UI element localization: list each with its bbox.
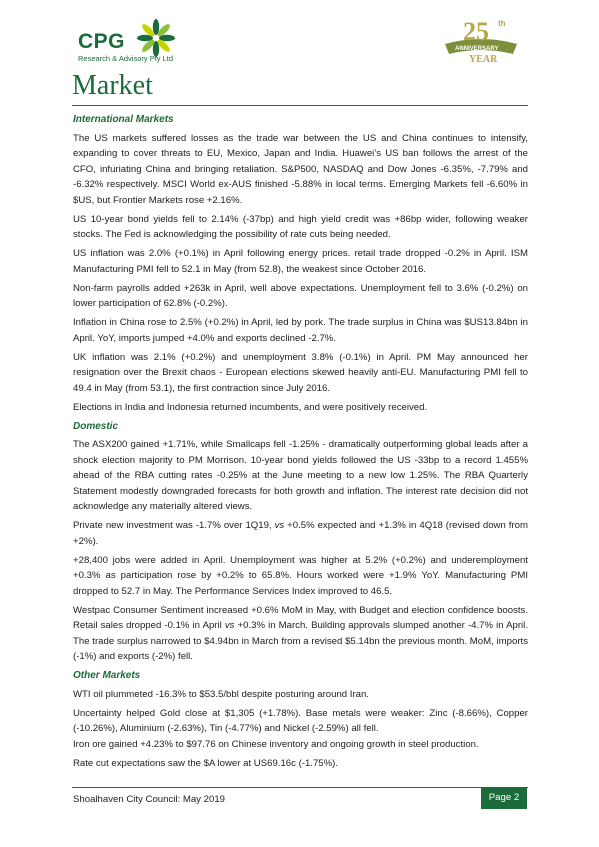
international-paragraph: Elections in India and Indonesia returned incumbents, and were positively received. [73,401,428,413]
other-paragraph: Uncertainty helped Gold close at $1,305 (+1.78%). Base metals were weaker: Zinc (-8.66%), Copper (-10.26%), Aluminium (-2.63%), Tin (-4.77%) and Nickel (-2.59%) all fell. [73,707,528,734]
international-paragraph: Inflation in China rose to 2.5% (+0.2%) in April, led by pork. The trade surplus in China was $US13.84bn in April. YoY, imports jumped +4.0% and exports declined -2.7%. [73,317,528,344]
anniversary-number: 25 [463,17,489,46]
footer-text: Shoalhaven City Council: May 2019 [73,794,225,805]
domestic-paragraph: The ASX200 gained +1.71%, while Smallcaps fell -1.25% - dramatically outperforming global leads after a shock election majority to PM Morrison. 10-year bond yields followed the US -33bp to a record 1.455% ahead of the RBA cutting rates -0.25% at the June meeting to a new low 1.25%. The RBA Quarterly Statement modestly downgraded forecasts for both growth and inflation. The interest rate decision did not acknowledge any materially altered views. [73,439,528,512]
international-paragraph: US inflation was 2.0% (+0.1%) in April following energy prices. retail trade dropped -0.2% in April. ISM Manufacturing PMI fell to 52.1 in May (from 52.8), the weakest since October 2016. [73,248,528,275]
international-heading: International Markets [73,114,174,125]
anniversary-word: ANNIVERSARY [455,46,499,52]
vs-italic: vs [224,620,235,631]
domestic-heading: Domestic [73,420,119,432]
anniversary-year: YEAR [469,54,498,64]
domestic-paragraph [73,518,528,549]
other-paragraph: WTI oil plummeted -16.3% to $53.5/bbl despite posturing around Iran. [73,688,369,700]
anniversary-emblem [441,14,521,64]
international-paragraph: UK inflation was 2.1% (+0.2%) and unemployment 3.8% (-0.1%) in April. PM May announced her resignation over the Brexit chaos - European elections skewed heavily anti-EU. Manufacturing PMI fell to 49.4 in May (from 53.1), the first contraction since July 2016. [73,351,528,394]
logo-name: CPG [78,30,126,53]
vs-italic: vs [274,520,285,531]
cpg-logo [74,18,194,66]
text-run: +0.5% expected and +1.3% in 4Q18 (revised down from +2%). [73,520,528,547]
domestic-paragraph [73,603,528,665]
footer-divider [72,787,528,788]
other-paragraph: Rate cut expectations saw the $A lower at US69.16c (-1.75%). [73,757,339,769]
page-title: Market [72,70,153,101]
main-content [73,110,528,775]
text-run: Private new investment was -1.7% over 1Q19, [73,520,275,531]
text-run: +0.3% in March. Building approvals slumped another -4.7% in April. The trade surplus narrowed to $4.94bn in March from a revised $5.14bn the previous month. MoM, imports (-1%) and exports (-2%) fell. [73,620,528,662]
domestic-paragraph: +28,400 jobs were added in April. Unemployment was higher at 5.2% (+0.2%) and underemployment +0.3% as participation rose by +0.2% to 65.8%. Hours worked were +1.9% YoY. Manufacturing PMI dropped to 52.7 in May. The Performance Services Index improved to 46.5. [73,554,528,597]
other-markets-heading: Other Markets [73,670,141,681]
anniversary-th: th [498,19,506,28]
title-divider [72,105,528,106]
other-paragraph: Iron ore gained +4.23% to $97.76 on Chinese inventory and ongoing growth in steel production. [73,738,479,750]
international-paragraph: The US markets suffered losses as the trade war between the US and China continues to intensify, expanding to cover threats to EU, Mexico, Japan and India. Huawei’s US ban follows the arrest of the CFO, infuriating China and bringing retaliation. S&P500, NASDAQ and Dow Jones -6.35%, -7.79% and -6.32% respectively. MSCI World ex-AUS finished -5.88% in local terms. Emerging Markets fell -6.60% in $US, but Frontier Markets rose +2.16%. [73,132,528,206]
international-paragraph: US 10-year bond yields fell to 2.14% (-37bp) and high yield credit was +86bp wider, following weaker stocks. The Fed is acknowledging the possibility of rate cuts being needed. [73,213,528,240]
text-run: Westpac Consumer Sentiment increased +0.6% MoM in May, with Budget and election confidence boosts. Retail sales dropped -0.1% in April [73,604,528,631]
page-number-badge: Page 2 [481,787,527,809]
international-paragraph: Non-farm payrolls added +263k in April, well above expectations. Unemployment fell to 3.6% (-0.2%) on lower participation of 62.8% (-0.2%). [73,282,528,309]
logo-subtitle: Research & Advisory Pty Ltd [78,54,174,63]
leaf-icon [134,18,178,58]
